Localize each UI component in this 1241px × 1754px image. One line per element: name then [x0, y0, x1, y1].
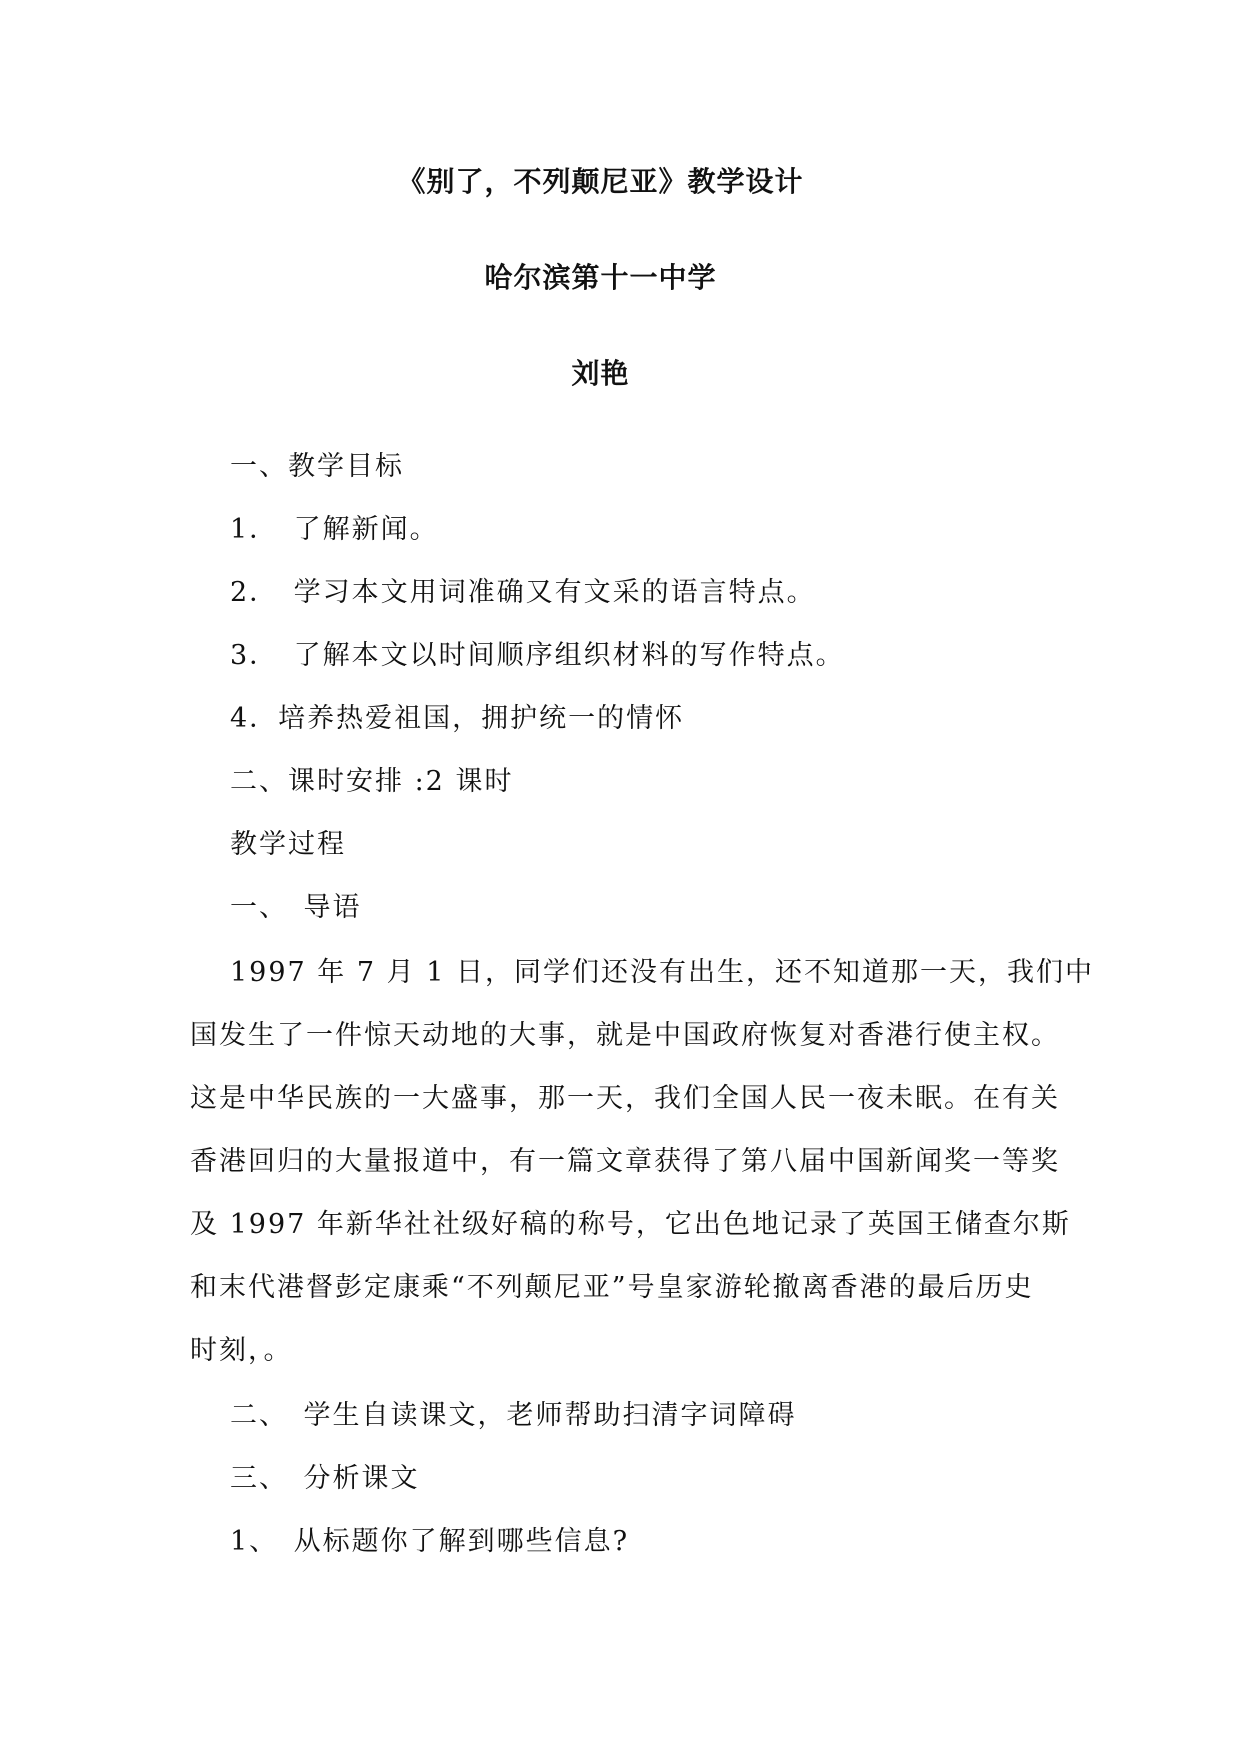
step-heading-analysis: 三、 分析课文 [230, 1463, 420, 1494]
school-name: 哈尔滨第十一中学 [484, 261, 717, 294]
author-name: 刘艳 [571, 357, 630, 390]
paragraph-line: 1997 年 7 月 1 日，同学们还没有出生，还不知道那一天，我们中 [230, 957, 1094, 988]
section-heading-schedule: 二、课时安排 :2 课时 [230, 766, 514, 797]
paragraph-line: 这是中华民族的一大盛事，那一天，我们全国人民一夜未眠。在有关 [190, 1083, 1060, 1114]
section-heading-goals: 一、教学目标 [230, 451, 404, 482]
section-heading-process: 教学过程 [230, 829, 346, 860]
paragraph-line: 及 1997 年新华社社级好稿的称号，它出色地记录了英国王储查尔斯 [190, 1209, 1071, 1240]
goal-item: 1． 了解新闻。 [230, 514, 439, 545]
step-heading-reading: 二、 学生自读课文，老师帮助扫清字词障碍 [230, 1400, 797, 1431]
document-title: 《别了，不列颠尼亚》教学设计 [397, 165, 804, 198]
question-item: 1、 从标题你了解到哪些信息? [230, 1526, 630, 1557]
step-heading-intro: 一、 导语 [230, 892, 362, 923]
goal-item: 4．培养热爱祖国，拥护统一的情怀 [230, 703, 685, 734]
goal-item: 3． 了解本文以时间顺序组织材料的写作特点。 [230, 640, 845, 671]
paragraph-line: 和末代港督彭定康乘“不列颠尼亚”号皇家游轮撤离香港的最后历史 [190, 1272, 1034, 1303]
paragraph-line: 国发生了一件惊天动地的大事，就是中国政府恢复对香港行使主权。 [190, 1020, 1060, 1051]
paragraph-line: 香港回归的大量报道中，有一篇文章获得了第八届中国新闻奖一等奖 [190, 1146, 1060, 1177]
paragraph-line: 时刻，。 [190, 1335, 293, 1366]
goal-item: 2． 学习本文用词准确又有文采的语言特点。 [230, 577, 816, 608]
